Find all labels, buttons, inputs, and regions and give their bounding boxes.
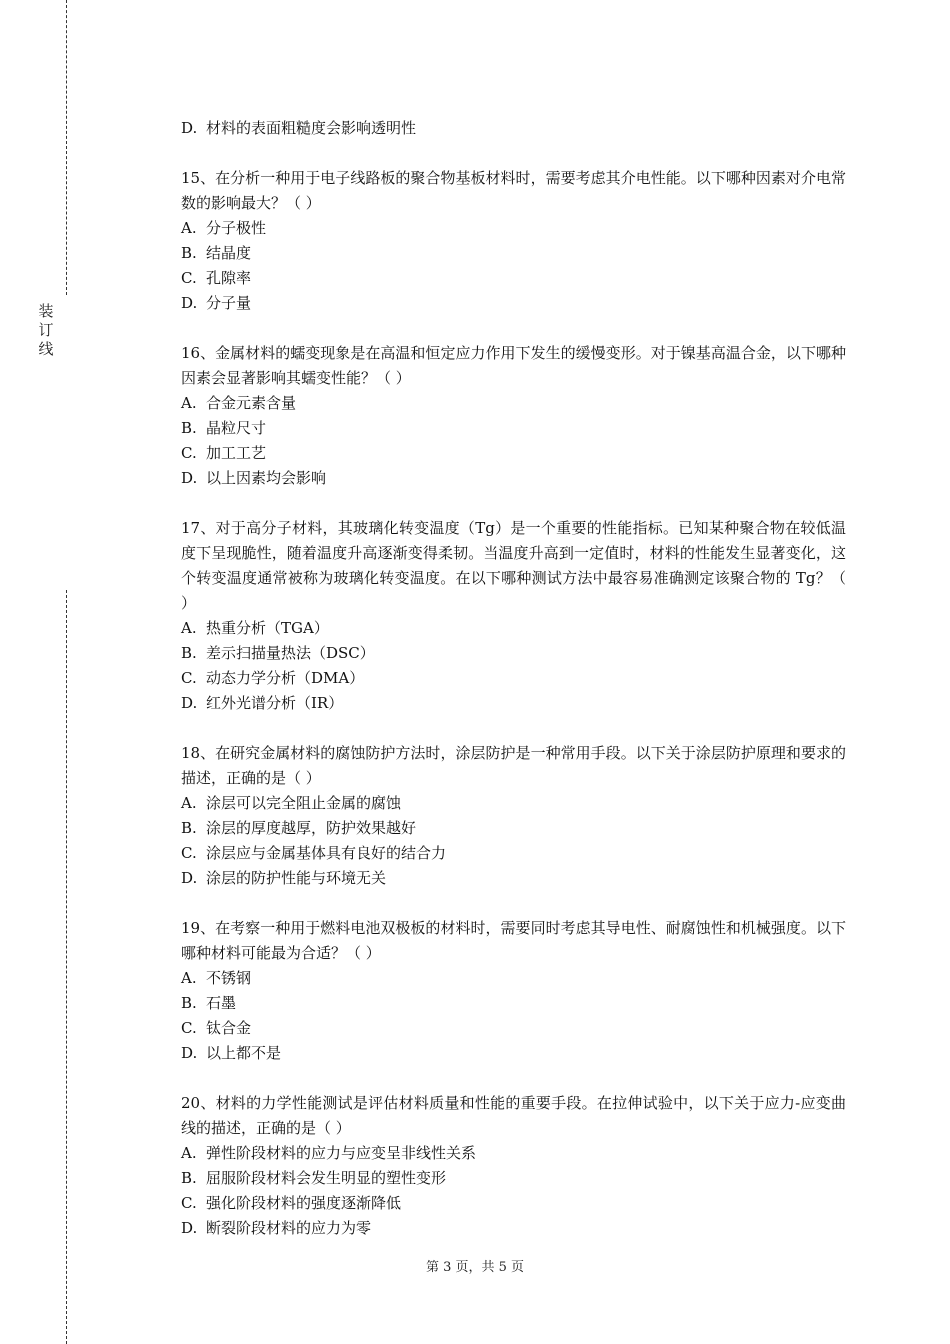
option-b [181,241,846,266]
option-letter: C. [181,1019,197,1037]
option-letter: D. [181,294,198,312]
option-b [181,641,846,666]
question-stem: 17、对于高分子材料，其玻璃化转变温度（Tg）是一个重要的性能指标。已知某种聚合物在较低温度下呈现脆性，随着温度升高逐渐变得柔韧。当温度升高到一定值时，材料的性能发生显著变化，这个转变温度通常被称为玻璃化转变温度。在以下哪种测试方法中最容易准确测定该聚合物的 Tg？（ ） [181,519,846,612]
option-text: 晶粒尺寸 [206,419,267,437]
option-c [181,841,846,866]
question-18 [181,741,846,891]
option-text: 涂层应与金属基体具有良好的结合力 [206,844,447,862]
option-text: 涂层的防护性能与环境无关 [206,869,387,887]
option-text: 热重分析（TGA） [206,619,329,637]
option-c [181,1016,846,1041]
option-text: 分子量 [206,294,252,312]
option-b [181,416,846,441]
option-text: 材料的表面粗糙度会影响透明性 [206,119,417,137]
option-letter: B. [181,644,197,662]
option-text: 分子极性 [206,219,267,237]
exam-content [181,116,846,1266]
option-d [181,291,846,316]
option-b [181,816,846,841]
option-text: 弹性阶段材料的应力与应变呈非线性关系 [206,1144,477,1162]
option-letter: A. [181,1144,197,1162]
option-letter: C. [181,269,197,287]
binding-label-char: 订 [38,321,54,339]
option-a [181,1141,846,1166]
binding-label-char: 装 [38,302,54,320]
option-text: 涂层可以完全阻止金属的腐蚀 [206,794,402,812]
option-letter: A. [181,219,197,237]
option-a [181,391,846,416]
option-letter: B. [181,994,197,1012]
option-letter: B. [181,244,197,262]
option-text: 涂层的厚度越厚，防护效果越好 [206,819,417,837]
option-text: 屈服阶段材料会发生明显的塑性变形 [206,1169,447,1187]
question-stem: 15、在分析一种用于电子线路板的聚合物基板材料时，需要考虑其介电性能。以下哪种因素对介电常数的影响最大？（ ） [181,169,846,212]
question-stem: 16、金属材料的蠕变现象是在高温和恒定应力作用下发生的缓慢变形。对于镍基高温合金，以下哪种因素会显著影响其蠕变性能？（ ） [181,344,846,387]
binding-label-char: 线 [38,340,54,358]
option-letter: D. [181,694,198,712]
option-text: 断裂阶段材料的应力为零 [206,1219,372,1237]
option-c [181,441,846,466]
option-c [181,1191,846,1216]
option-text: 不锈钢 [206,969,252,987]
option-b [181,1166,846,1191]
question-stem: 20、材料的力学性能测试是评估材料质量和性能的重要手段。在拉伸试验中，以下关于应力-应变曲线的描述，正确的是（ ） [181,1094,846,1137]
option-letter: A. [181,619,197,637]
option-a [181,966,846,991]
option-text: 孔隙率 [206,269,252,287]
option-text: 结晶度 [206,244,252,262]
option-d [181,866,846,891]
option-b [181,991,846,1016]
option-a [181,216,846,241]
option-letter: D. [181,1219,198,1237]
option-letter: B. [181,419,197,437]
option-c [181,266,846,291]
option-text: 红外光谱分析（IR） [206,694,344,712]
option-letter: B. [181,819,197,837]
option-text: 合金元素含量 [206,394,297,412]
option-letter: A. [181,794,197,812]
option-c [181,666,846,691]
continued-option [181,116,846,141]
option-letter: D. [181,119,198,137]
option-d [181,1216,846,1241]
option-text: 以上因素均会影响 [206,469,327,487]
option-letter: C. [181,1194,197,1212]
option-d [181,1041,846,1066]
option-letter: D. [181,469,198,487]
option-text: 强化阶段材料的强度逐渐降低 [206,1194,402,1212]
binding-line-bottom [66,590,67,1344]
option-a [181,616,846,641]
question-16 [181,341,846,491]
binding-line-top [66,0,67,295]
option-letter: A. [181,394,197,412]
question-stem: 19、在考察一种用于燃料电池双极板的材料时，需要同时考虑其导电性、耐腐蚀性和机械强度。以下哪种材料可能最为合适？（ ） [181,919,846,962]
option-text: 动态力学分析（DMA） [206,669,365,687]
question-15 [181,166,846,316]
question-20 [181,1091,846,1241]
question-17 [181,516,846,716]
question-stem: 18、在研究金属材料的腐蚀防护方法时，涂层防护是一种常用手段。以下关于涂层防护原理和要求的描述，正确的是（ ） [181,744,846,787]
option-text: 以上都不是 [206,1044,282,1062]
option-d [181,691,846,716]
option-text: 石墨 [206,994,237,1012]
page-footer: 第 3 页，共 5 页 [425,1260,525,1275]
option-letter: D. [181,869,198,887]
option-a [181,791,846,816]
question-19 [181,916,846,1066]
option-letter: C. [181,444,197,462]
option-letter: A. [181,969,197,987]
option-letter: D. [181,1044,198,1062]
option-letter: B. [181,1169,197,1187]
option-letter: C. [181,669,197,687]
option-text: 钛合金 [206,1019,252,1037]
option-letter: C. [181,844,197,862]
binding-label [36,302,56,359]
option-text: 加工工艺 [206,444,267,462]
option-d [181,466,846,491]
option-text: 差示扫描量热法（DSC） [206,644,375,662]
